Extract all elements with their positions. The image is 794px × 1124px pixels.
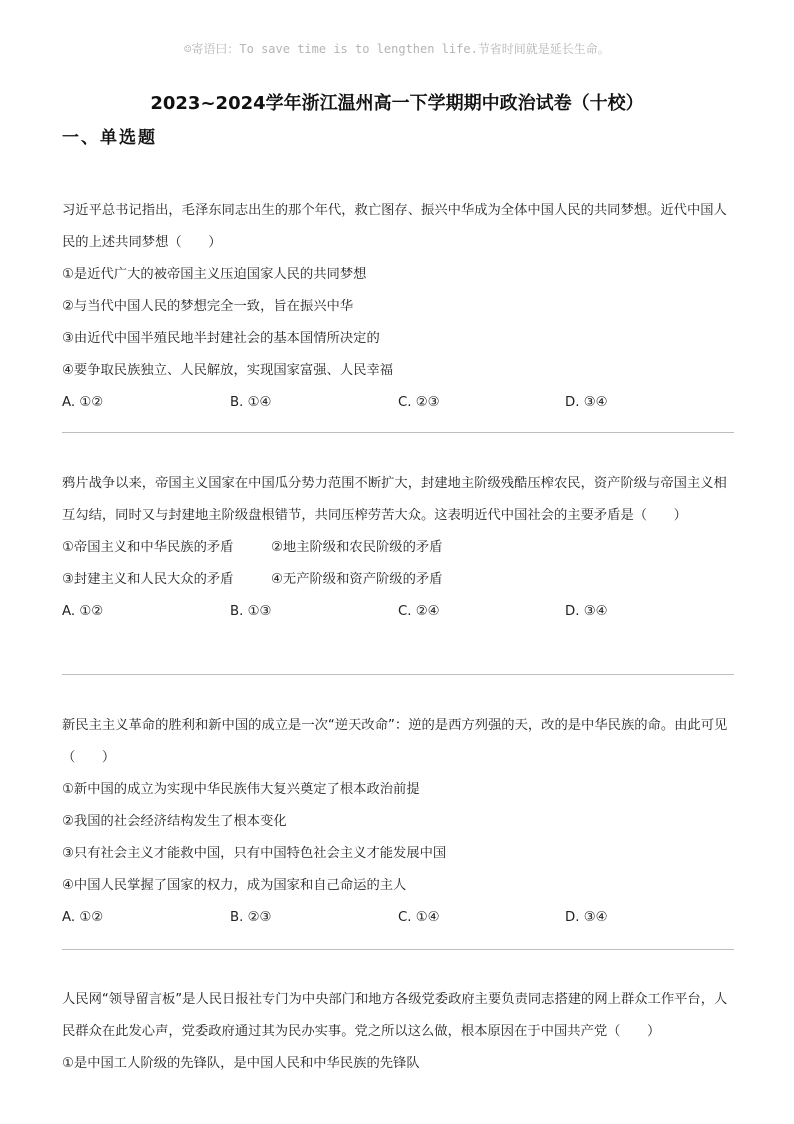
statement-4: ④中国人民掌握了国家的权力，成为国家和自己命运的主人 <box>62 878 407 893</box>
question-divider <box>62 949 734 950</box>
question-stem: 鸦片战争以来，帝国主义国家在中国瓜分势力范围不断扩大，封建地主阶级残酷压榨农民，资产阶级与帝国主义相互勾结，同时又与封建地主阶级盘根错节，共同压榨劳苦大众。这表明近代中国社会的主要矛盾是（ ） <box>62 476 727 523</box>
page-title: 2023~2024学年浙江温州高一下学期期中政治试卷（十校） <box>150 93 644 114</box>
choice-c[interactable]: C. ②④ <box>398 604 440 619</box>
question-1 <box>62 195 734 419</box>
statement-3: ③封建主义和人民大众的矛盾 <box>62 572 234 587</box>
statement-row <box>62 532 734 564</box>
choice-d[interactable]: D. ③④ <box>565 604 608 619</box>
choice-a[interactable]: A. ①② <box>62 910 104 925</box>
statement-2: ②我国的社会经济结构发生了根本变化 <box>62 814 287 829</box>
choice-d[interactable]: D. ③④ <box>565 910 608 925</box>
choice-b[interactable]: B. ①③ <box>230 604 272 619</box>
question-divider <box>62 432 734 433</box>
statement-1: ①是中国工人阶级的先锋队，是中国人民和中华民族的先锋队 <box>62 1056 420 1071</box>
choice-b[interactable]: B. ②③ <box>230 910 272 925</box>
choice-d[interactable]: D. ③④ <box>565 395 608 410</box>
choice-a[interactable]: A. ①② <box>62 604 104 619</box>
question-3 <box>62 710 734 934</box>
statement-1: ①帝国主义和中华民族的矛盾 <box>62 540 234 555</box>
answer-choices <box>62 902 734 934</box>
choice-c[interactable]: C. ②③ <box>398 395 440 410</box>
question-2 <box>62 468 734 628</box>
statement-2: ②地主阶级和农民阶级的矛盾 <box>271 540 443 555</box>
answer-choices <box>62 596 734 628</box>
header-motto: ☺寄语曰：To save time is to lengthen life.节省时间就是延长生命。 <box>184 42 610 56</box>
section-heading: 一、单选题 <box>62 128 157 148</box>
statement-1: ①是近代广大的被帝国主义压迫国家人民的共同梦想 <box>62 267 367 282</box>
statement-3: ③由近代中国半殖民地半封建社会的基本国情所决定的 <box>62 331 380 346</box>
choice-b[interactable]: B. ①④ <box>230 395 272 410</box>
answer-choices <box>62 387 734 419</box>
statement-2: ②与当代中国人民的梦想完全一致，旨在振兴中华 <box>62 299 354 314</box>
question-stem: 习近平总书记指出，毛泽东同志出生的那个年代，救亡图存、振兴中华成为全体中国人民的共同梦想。近代中国人民的上述共同梦想（ ） <box>62 203 727 250</box>
statement-4: ④无产阶级和资产阶级的矛盾 <box>271 572 443 587</box>
statement-4: ④要争取民族独立、人民解放，实现国家富强、人民幸福 <box>62 363 394 378</box>
question-divider <box>62 674 734 675</box>
question-stem: 人民网“领导留言板”是人民日报社专门为中央部门和地方各级党委政府主要负责同志搭建的网上群众工作平台，人民群众在此发心声，党委政府通过其为民办实事。党之所以这么做，根本原因在于中国共产党（ ） <box>62 992 728 1039</box>
statement-3: ③只有社会主义才能救中国，只有中国特色社会主义才能发展中国 <box>62 846 447 861</box>
choice-a[interactable]: A. ①② <box>62 395 104 410</box>
statement-1: ①新中国的成立为实现中华民族伟大复兴奠定了根本政治前提 <box>62 782 420 797</box>
statement-row <box>62 564 734 596</box>
question-4 <box>62 984 734 1080</box>
choice-c[interactable]: C. ①④ <box>398 910 440 925</box>
question-stem: 新民主主义革命的胜利和新中国的成立是一次“逆天改命”：逆的是西方列强的天，改的是中华民族的命。由此可见（ ） <box>62 718 728 765</box>
